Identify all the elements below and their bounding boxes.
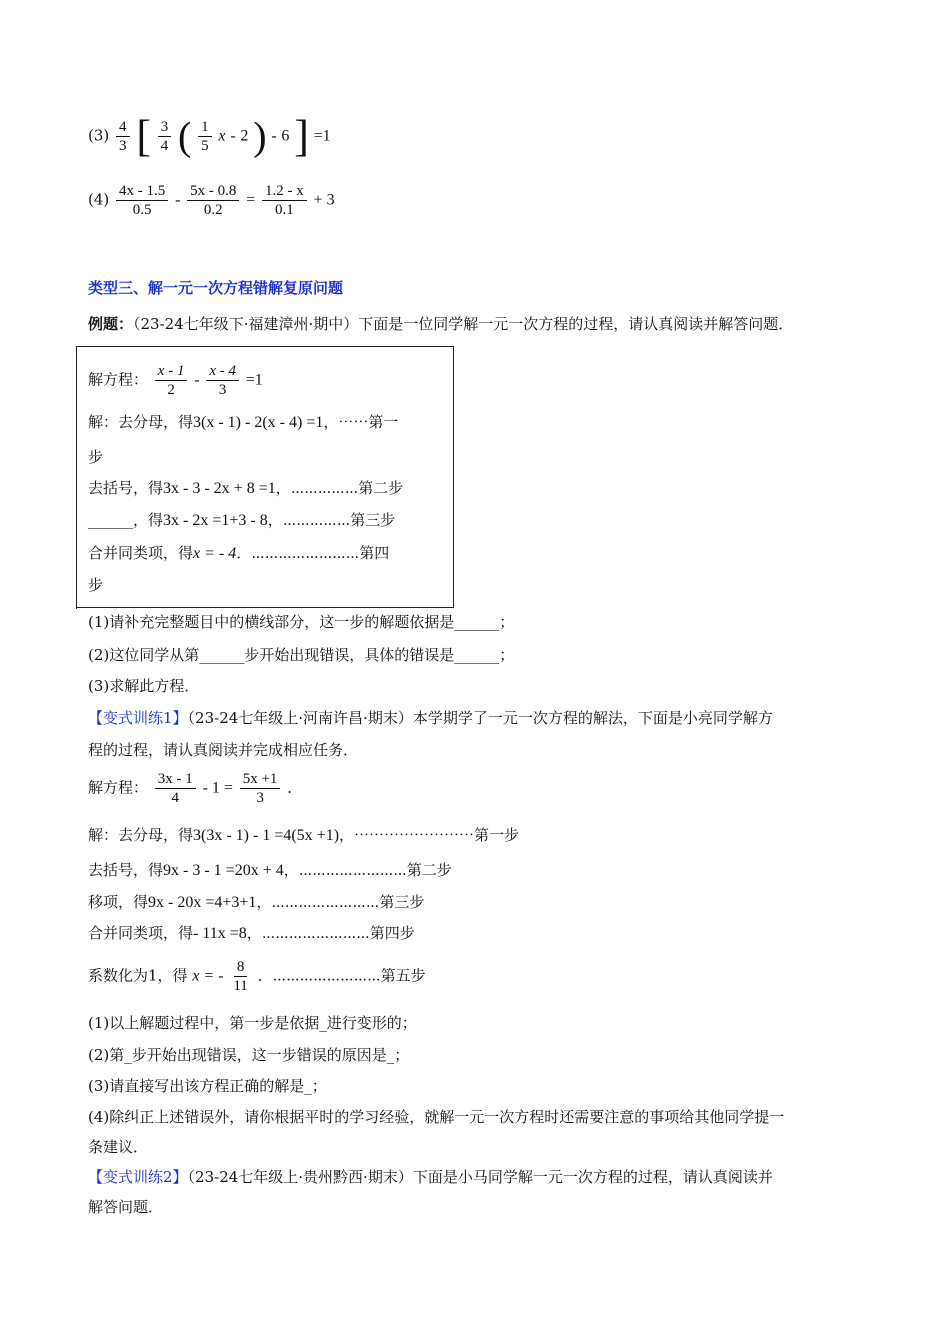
box-step-4-wrap: 步	[88, 576, 104, 594]
question-line: (2)这位同学从第______步开始出现错误，具体的错误是______；	[88, 646, 515, 664]
box-equation: 解方程： $\frac{x - 1}{2}$ - $\frac{x - 4}{3}$ =1	[88, 363, 263, 398]
fraction: $\frac{5x - 0.8}{0.2}$	[187, 182, 239, 219]
question-line: (2)第_步开始出现错误，这一步错误的原因是_；	[88, 1046, 410, 1064]
section-title: 类型三、解一元一次方程错解复原问题	[88, 279, 344, 297]
fraction: $\frac{1.2 - x}{0.1}$	[262, 182, 307, 219]
fraction: $\frac{8}{11}$	[233, 959, 248, 994]
box-step-4: 合并同类项，得x = - 4．⋯⋯⋯⋯⋯⋯⋯⋯第四	[88, 544, 390, 562]
fraction: $\frac{3}{4}$	[158, 118, 172, 155]
fraction: $\frac{4}{3}$	[116, 118, 130, 155]
question-line: (1)以上解题过程中，第一步是依据_进行变形的；	[88, 1014, 417, 1032]
training-1-step-2: 去括号，得9x - 3 - 1 =20x + 4，⋯⋯⋯⋯⋯⋯⋯⋯第二步	[88, 861, 452, 879]
box-step-3: ______，得3x - 2x =1+3 - 8，⋯⋯⋯⋯⋯第三步	[88, 511, 396, 529]
training-1-step-4: 合并同类项，得- 11x =8，⋯⋯⋯⋯⋯⋯⋯⋯第四步	[88, 924, 415, 942]
question-line: 条建议．	[88, 1138, 149, 1156]
example-intro: 例题：（23-24七年级下·福建漳州·期中）下面是一位同学解一元一次方程的过程，请认真阅读并解答问题．	[88, 315, 794, 333]
fraction: $\frac{3x - 1}{4}$	[155, 770, 196, 807]
fraction: $\frac{1}{5}$	[198, 118, 212, 155]
box-step-1-wrap: 步	[88, 448, 104, 466]
fraction: $\frac{4x - 1.5}{0.5}$	[116, 182, 168, 219]
equation-3: (3) $\frac{4}{3}$ [ $\frac{3}{4}$ ( $\frac{1}{5}$ x - 2 ) - 6 ] =1	[88, 111, 331, 161]
fraction: $\frac{5x +1}{3}$	[240, 770, 281, 807]
question-line: (3)请直接写出该方程正确的解是_；	[88, 1077, 327, 1095]
training-2-intro-wrap: 解答问题．	[88, 1198, 164, 1216]
training-1-step-1: 解：去分母，得3(3x - 1) - 1 =4(5x +1)，⋯⋯⋯⋯⋯⋯⋯⋯第一步	[88, 826, 520, 844]
equation-4: (4) $\frac{4x - 1.5}{0.5}$ - $\frac{5x - 0.8}{0.2}$ = $\frac{1.2 - x}{0.1}$ + 3	[88, 183, 335, 218]
box-step-2: 去括号，得3x - 3 - 2x + 8 =1，⋯⋯⋯⋯⋯第二步	[88, 479, 404, 497]
fraction: $\frac{x - 4}{3}$	[206, 362, 239, 399]
question-line: (4)除纠正上述错误外，请你根据平时的学习经验，就解一元一次方程时还需要注意的事项给其他同学提一	[88, 1108, 785, 1126]
training-1-step-3: 移项，得9x - 20x =4+3+1，⋯⋯⋯⋯⋯⋯⋯⋯第三步	[88, 893, 425, 911]
training-1-intro: 【变式训练1】（23-24七年级上·河南许昌·期末）本学期学了一元一次方程的解法，下面是小亮同学解方	[88, 709, 773, 727]
box-divider	[76, 606, 77, 609]
box-step-1: 解：去分母，得3(x - 1) - 2(x - 4) =1，⋯⋯第一	[88, 413, 399, 431]
fraction: $\frac{x - 1}{2}$	[155, 362, 188, 399]
training-2-intro: 【变式训练2】（23-24七年级上·贵州黔西·期末）下面是小马同学解一元一次方程的过程，请认真阅读并	[88, 1168, 773, 1186]
training-1-step-5: 系数化为1，得 x = - $\frac{8}{11}$ ．⋯⋯⋯⋯⋯⋯⋯⋯第五步	[88, 959, 426, 994]
question-line: (1)请补充完整题目中的横线部分，这一步的解题依据是______；	[88, 613, 515, 631]
training-1-equation: 解方程： $\frac{3x - 1}{4}$ - 1 = $\frac{5x +1}{3}$ ．	[88, 771, 303, 806]
training-1-intro-wrap: 程的过程，请认真阅读并完成相应任务．	[88, 741, 359, 759]
question-line: (3)求解此方程．	[88, 677, 200, 695]
